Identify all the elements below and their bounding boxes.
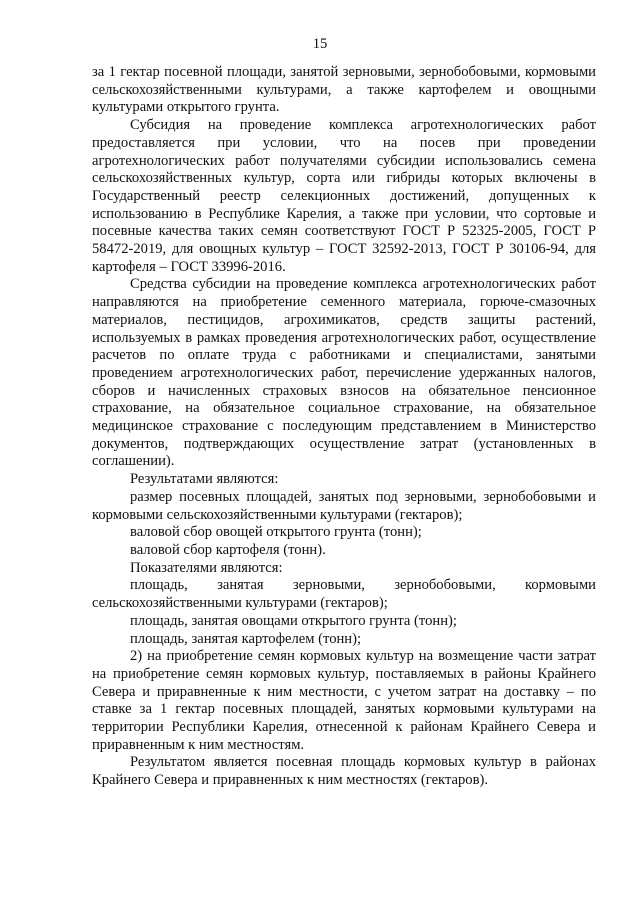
document-body	[92, 64, 596, 790]
result-item-potatoes: валовой сбор картофеля (тонн).	[130, 541, 326, 558]
result-item-sown-area: размер посевных площадей, занятых под зерновыми, зернобобовыми и кормовыми сельскохозяйственными культурами (гектаров);	[92, 488, 596, 523]
indicators-heading: Показателями являются:	[130, 559, 283, 576]
paragraph-fodder-result: Результатом является посевная площадь кормовых культур в районах Крайнего Севера и приравненных к ним местностях (гектаров).	[92, 754, 596, 789]
result-item-vegetables: валовой сбор овощей открытого грунта (тонн);	[130, 524, 422, 541]
indicator-item-vegetables-area: площадь, занятая овощами открытого грунта (тонн);	[130, 612, 457, 629]
paragraph-subsidy-condition: Субсидия на проведение комплекса агротехнологических работ предоставляется при условии, что на посев при проведении агротехнологических работ получателями субсидии использовались семена сельскохозяйственных культур, сорта или гибриды которых включены в Государственный реестр селекционных достижений, допущенных к использованию в Республике Карелия, а также при условии, что сортовые и посевные качества таких семян соответствуют ГОСТ Р 52325-2005, ГОСТ Р 58472-2019, для овощных культур – ГОСТ 32592-2013, ГОСТ Р 30106-94, для картофеля – ГОСТ 33996-2016.	[92, 117, 596, 275]
page-number: 15	[312, 36, 328, 52]
indicator-item-potato-area: площадь, занятая картофелем (тонн);	[130, 630, 362, 647]
paragraph-continuation: за 1 гектар посевной площади, занятой зерновыми, зернобобовыми, кормовыми сельскохозяйственными культурами, а также картофелем и овощными культурами открытого грунта.	[92, 64, 596, 116]
results-heading: Результатами являются:	[130, 471, 279, 488]
paragraph-fodder-seeds: 2) на приобретение семян кормовых культур на возмещение части затрат на приобретение семян кормовых культур, поставляемых в районы Крайнего Севера и приравненные к ним местности, с учетом затрат на доставку – по ставке за 1 гектар посевных площадей, занятых кормовыми культурами на территории Республики Карелия, отнесенной к районам Крайнего Севера и приравненным к ним местностям.	[92, 648, 596, 753]
indicator-item-grain-area: площадь, занятая зерновыми, зернобобовыми, кормовыми сельскохозяйственными культурами (гектаров);	[92, 577, 596, 612]
paragraph-subsidy-funds: Средства субсидии на проведение комплекса агротехнологических работ направляются на приобретение семенного материала, горюче-смазочных материалов, пестицидов, агрохимикатов, средств защиты растений, используемых в рамках проведения агротехнологических работ, осуществление расчетов по оплате труда с работниками и специалистами, занятыми проведением агротехнологических работ, перечисление удержанных налогов, сборов и начисленных страховых взносов на обязательное пенсионное страхование, на обязательное социальное страхование, на обязательное медицинское страхование с последующим представлением в Министерство документов, подтверждающих осуществление затрат (установленных в соглашении).	[92, 276, 596, 470]
